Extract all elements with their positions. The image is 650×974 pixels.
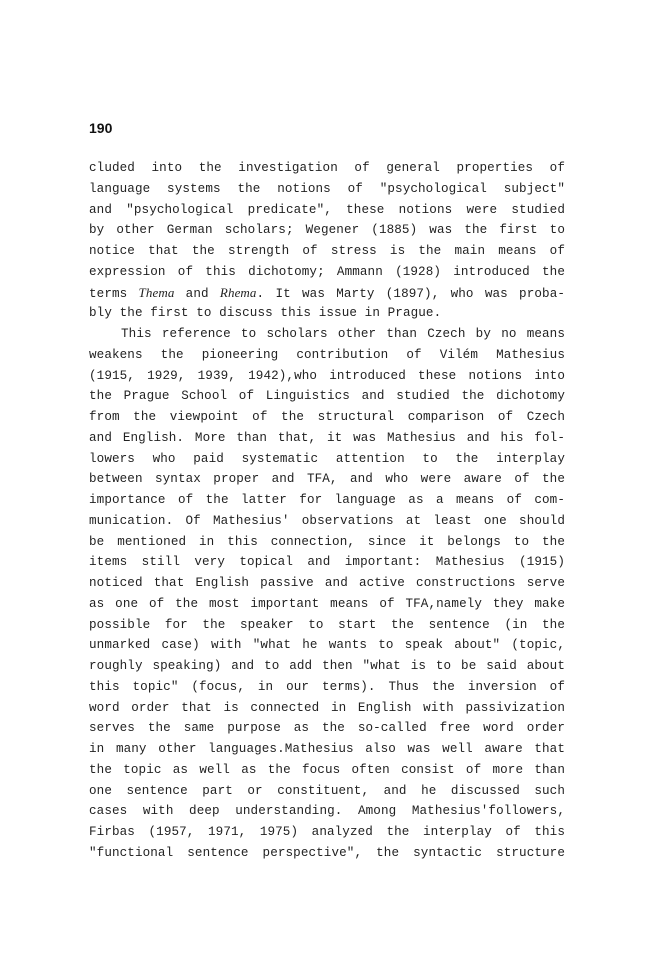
- text-line: bly the first to discuss this issue in Prague.: [89, 306, 442, 321]
- text-line-indented: This reference to scholars other than Czech by no means: [121, 327, 565, 341]
- text-line-terms: [89, 283, 565, 304]
- text-line: as one of the most important means of TFA,namely they make: [89, 596, 565, 611]
- text-fragment: . It was Marty (1897), who was proba-: [256, 286, 566, 301]
- text-line: cases with deep understanding. Among Mathesius'followers,: [89, 804, 565, 819]
- text-line: serves the same purpose as the so-called free word order: [89, 721, 565, 736]
- text-line: munication. Of Mathesius' observations at least one should: [89, 513, 565, 528]
- text-line: in many other languages.Mathesius also was well aware that: [89, 742, 565, 756]
- text-line: be mentioned in this connection, since it belongs to the: [89, 534, 565, 549]
- text-line: possible for the speaker to start the sentence (in the: [89, 617, 565, 632]
- text-line: and "psychological predicate", these notions were studied: [89, 202, 565, 217]
- text-line: expression of this dichotomy; Ammann (1928) introduced the: [89, 264, 565, 279]
- text-line: language systems the notions of "psychological subject": [89, 181, 565, 196]
- text-line: the topic as well as the focus often consist of more than: [89, 762, 565, 777]
- text-line: from the viewpoint of the structural comparison of Czech: [89, 410, 565, 424]
- text-line: lowers who paid systematic attention to the interplay: [89, 451, 565, 466]
- text-line: Firbas (1957, 1971, 1975) analyzed the interplay of this: [89, 825, 565, 839]
- text-line: cluded into the investigation of general properties of: [89, 161, 565, 175]
- text-line: importance of the latter for language as a means of com-: [89, 493, 565, 507]
- text-line: roughly speaking) and to add then "what is to be said about: [89, 659, 565, 673]
- text-line: weakens the pioneering contribution of Vilém Mathesius: [89, 347, 565, 362]
- text-line: the Prague School of Linguistics and studied the dichotomy: [89, 389, 565, 404]
- text-line: this topic" (focus, in our terms). Thus the inversion of: [89, 679, 565, 694]
- text-line: notice that the strength of stress is the main means of: [89, 244, 565, 258]
- text-line: word order that is connected in English with passivization: [89, 700, 565, 715]
- page-number: 190: [89, 120, 113, 136]
- text-fragment: and: [174, 286, 220, 301]
- body-text: [89, 158, 565, 864]
- text-line: noticed that English passive and active constructions serve: [89, 576, 565, 590]
- text-fragment: terms: [89, 286, 139, 301]
- text-line: between syntax proper and TFA, and who were aware of the: [89, 472, 565, 487]
- text-line: one sentence part or constituent, and he discussed such: [89, 783, 565, 798]
- text-line: (1915, 1929, 1939, 1942),who introduced these notions into: [89, 368, 565, 383]
- text-line: unmarked case) with "what he wants to speak about" (topic,: [89, 638, 565, 653]
- term-rhema: Rhema: [219, 284, 257, 300]
- text-line: by other German scholars; Wegener (1885) was the first to: [89, 223, 565, 238]
- text-line: and English. More than that, it was Mathesius and his fol-: [89, 430, 565, 445]
- text-line: "functional sentence perspective", the syntactic structure: [89, 845, 565, 860]
- term-thema: Thema: [138, 284, 175, 300]
- text-line: items still very topical and important: Mathesius (1915): [89, 555, 565, 570]
